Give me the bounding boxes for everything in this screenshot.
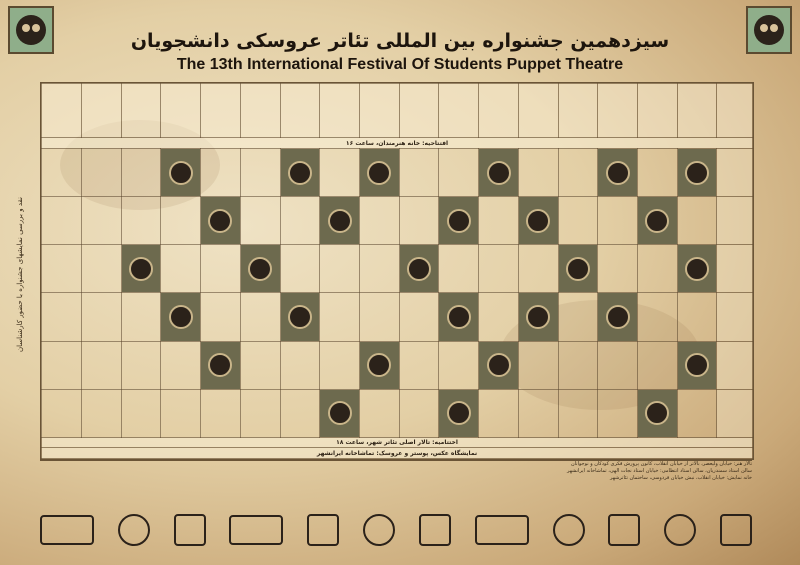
closing-band: اختتامیه: تالار اصلی تئاتر شهر، ساعت ۱۸ xyxy=(42,437,753,447)
band-opening xyxy=(42,138,753,148)
sponsor-logo-icon xyxy=(307,514,339,546)
sponsor-logos xyxy=(40,500,752,560)
venue-note: تالار هنر: خیابان ولیعصر، بالاتر از خیابان انقلاب، کانون پرورش فکری کودکان و نوجوانان xyxy=(570,461,752,467)
sponsor-logo-icon xyxy=(174,514,206,546)
opening-band: افتتاحیه: خانه هنرمندان، ساعت ۱۶ xyxy=(42,138,753,148)
venue-note: خانه نمایش: خیابان انقلاب، نبش خیابان فردوسی، ساختمان تئاترشهر xyxy=(610,475,752,481)
sponsor-logo-icon xyxy=(40,515,94,545)
sponsor-logo-icon xyxy=(720,514,752,546)
side-note-text: نقد و بررسی نمایشهای جشنواره با حضور کارشناسان xyxy=(16,197,24,353)
table-row xyxy=(42,245,753,293)
sponsor-logo-icon xyxy=(664,514,696,546)
band-exhibition xyxy=(42,448,753,459)
table-row xyxy=(42,293,753,341)
side-note xyxy=(4,110,36,440)
header-row xyxy=(42,84,753,138)
sponsor-logo-icon xyxy=(118,514,150,546)
table-row xyxy=(42,197,753,245)
band-closing xyxy=(42,437,753,447)
venue-addresses xyxy=(40,460,752,497)
table-row xyxy=(42,148,753,196)
sponsor-logo-icon xyxy=(419,514,451,546)
sponsor-logo-icon xyxy=(608,514,640,546)
sponsor-logo-icon xyxy=(475,515,529,545)
sponsor-logo-icon xyxy=(553,514,585,546)
schedule-table xyxy=(40,82,754,460)
table-row xyxy=(42,341,753,389)
venue-note: سالن استاد سمندریان، سالن استاد انتظامی: خیابان استاد نجات الهی، تماشاخانه ایرانشهر xyxy=(567,468,752,474)
sponsor-logo-icon xyxy=(229,515,283,545)
page-title-persian: سیزدهمین جشنواره بین المللی تئاتر عروسکی دانشجویان xyxy=(130,30,670,52)
exhibition-band: نمایشگاه عکس، پوستر و عروسک: تماشاخانه ایرانشهر xyxy=(42,448,753,459)
page-title-english: The 13th International Festival Of Students Puppet Theatre xyxy=(176,56,624,73)
sponsor-logo-icon xyxy=(363,514,395,546)
table-row xyxy=(42,389,753,437)
